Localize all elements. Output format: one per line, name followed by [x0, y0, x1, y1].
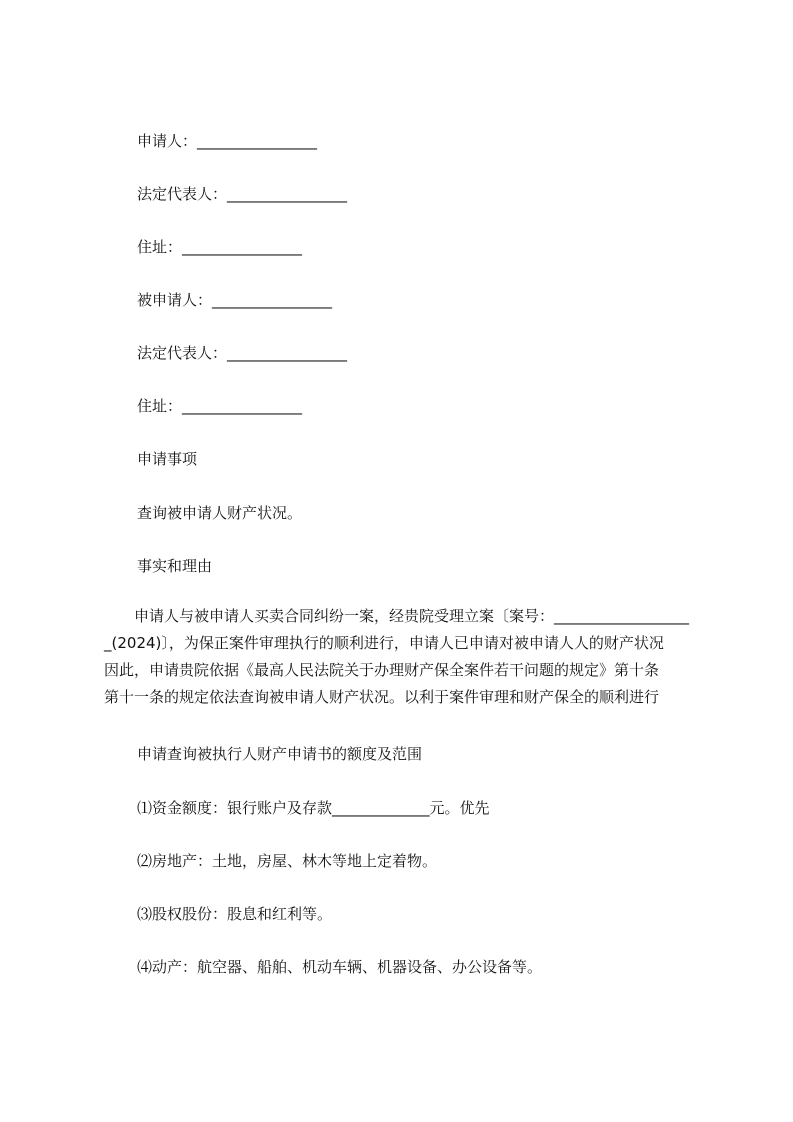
- facts-heading: 事实和理由: [137, 557, 213, 575]
- scope-item-2: ⑵房地产：土地，房屋、林木等地上定着物。: [137, 852, 438, 870]
- request-content: 查询被申请人财产状况。: [137, 504, 303, 522]
- scope-item-4: ⑷动产：航空器、船舶、机动车辆、机器设备、办公设备等。: [137, 958, 543, 976]
- scope-item-3: ⑶股权股份：股息和红利等。: [137, 905, 333, 923]
- scope-item-1: ⑴资金额度：银行账户及存款_____________元。优先: [137, 799, 490, 817]
- request-heading: 申请事项: [137, 450, 198, 468]
- respondent-representative-line: 法定代表人：________________: [137, 344, 348, 362]
- respondent-line: 被申请人：________________: [137, 291, 333, 309]
- applicant-line: 申请人：________________: [137, 132, 318, 150]
- facts-line-2: _(2024)〕，为保正案件审理执行的顺利进行，申请人已申请对被申请人人的财产状况: [104, 634, 664, 652]
- facts-paragraph: [104, 603, 704, 711]
- facts-line-3: 因此，申请贵院依据《最高人民法院关于办理财产保全案件若干问题的规定》第十条: [104, 661, 660, 679]
- facts-line-4: 第十一条的规定依法查询被申请人财产状况。以利于案件审理和财产保全的顺利进行: [104, 688, 660, 706]
- facts-line-1: 申请人与被申请人买卖合同纠纷一案，经贵院受理立案〔案号：__________________: [104, 607, 690, 625]
- applicant-address-line: 住址：________________: [137, 238, 303, 256]
- scope-heading: 申请查询被执行人财产申请书的额度及范围: [137, 745, 423, 763]
- respondent-address-line: 住址：________________: [137, 397, 303, 415]
- applicant-representative-line: 法定代表人：________________: [137, 185, 348, 203]
